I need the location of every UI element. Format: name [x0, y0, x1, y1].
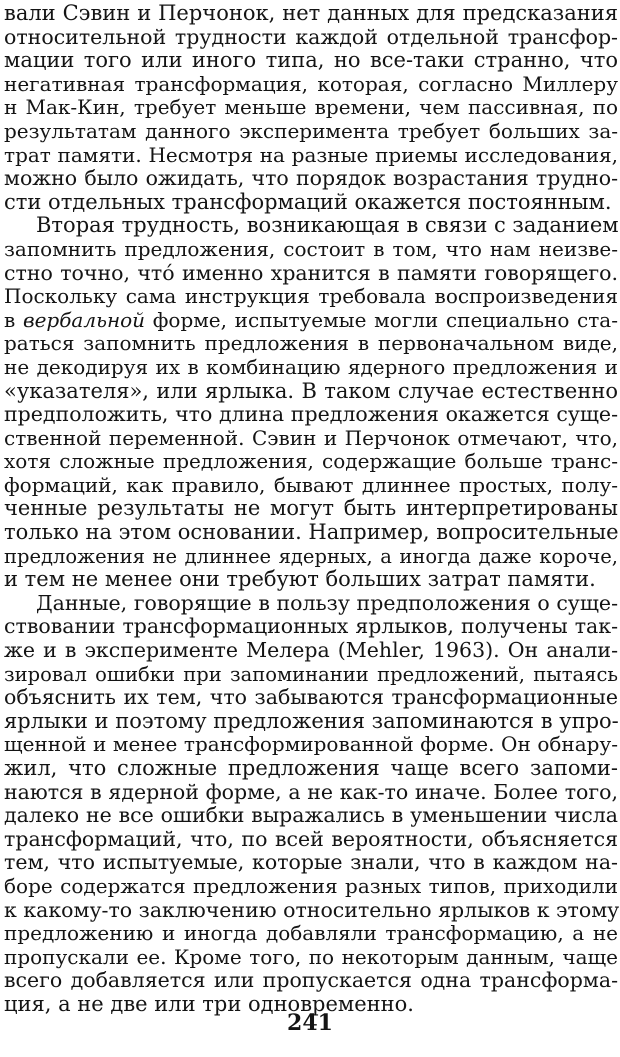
text-line: предположить, что длина предложения окажется суще-: [4, 402, 618, 427]
text-line: только на этом основании. Например, вопросительные: [4, 520, 619, 545]
text-line: можно было ожидать, что порядок возрастания трудно-: [4, 166, 618, 191]
text-line: негативная трансформация, которая, согласно Миллеру: [4, 71, 618, 96]
text-line: не декодируя их в комбинацию ядерного предложения и: [4, 354, 618, 379]
body-text: [4, 2, 618, 1017]
text-line: боре содержатся предложения разных типов, приходили: [4, 873, 618, 898]
text-line: наются в ядерной форме, а не как-то иначе. Более того,: [4, 779, 618, 804]
text-line: трансформаций, что, по всей вероятности, объясняется: [4, 826, 618, 851]
paragraph-2: [4, 214, 618, 592]
text-line: вали Сэвин и Перчонок, нет данных для предсказания: [4, 1, 618, 25]
text-line: жил, что сложные предложения чаще всего запоми-: [4, 756, 618, 780]
text-line: ция, а не две или три одновременно.: [4, 991, 414, 1016]
text-line: н Мак-Кин, требует меньше времени, чем пассивная, по: [4, 95, 618, 120]
text-line: ярлыки и поэтому предложения запоминаются в упро-: [4, 708, 619, 733]
text-line: тем, что испытуемые, которые знали, что в каждом на-: [4, 850, 618, 875]
page-number: 241: [287, 1010, 333, 1036]
text-line: Вторая трудность, возникающая в связи с заданием: [36, 213, 619, 238]
text-line: раться запомнить предложения в первоначальном виде,: [4, 331, 618, 356]
text-line: ствовании трансформационных ярлыков, получены так-: [4, 614, 618, 639]
paragraph-1: [4, 2, 618, 214]
text-line: и тем не менее они требуют больших затрат памяти.: [4, 567, 596, 592]
text-line: Поскольку сама инструкция требовала воспроизведения: [4, 284, 618, 309]
text-line: щенной и менее трансформированной форме. Он обнару-: [4, 732, 618, 757]
text-line: результатам данного эксперимента требует больших за-: [4, 118, 618, 143]
text-line: Данные, говорящие в пользу предположения о суще-: [36, 590, 618, 615]
text-line: далеко не все ошибки выражались в уменьшении числа: [4, 803, 618, 828]
text-line: всего добавляется или пропускается одна трансформа-: [4, 968, 618, 993]
text-line: к какому-то заключению относительно ярлыков к этому: [4, 897, 620, 922]
text-line: же и в эксперименте Мелера (Mehler, 1963). Он анали-: [4, 638, 618, 663]
text-line: предложения не длиннее ядерных, а иногда даже короче,: [4, 544, 618, 568]
text-line: трат памяти. Несмотря на разные приемы исследования,: [4, 142, 618, 167]
text-line: мации того или иного типа, но все-таки странно, что: [4, 48, 618, 73]
text-line: предложению и иногда добавляли трансформацию, а не: [4, 921, 618, 946]
paragraph-3: [4, 592, 618, 1017]
text-line: хотя сложные предложения, содержащие больше транс-: [4, 449, 618, 474]
text-line: зировал ошибки при запоминании предложений, пытаясь: [4, 662, 618, 686]
text-line: сти отдельных трансформаций окажется постоянным.: [4, 189, 612, 214]
text-line: «указателя», или ярлыка. В таком случае естественно: [4, 378, 618, 403]
text-line: ственной переменной. Сэвин и Перчонок отмечают, что,: [4, 425, 618, 450]
text-line: относительной трудности каждой отдельной трансфор-: [4, 24, 618, 49]
emphasis-text: вербальной: [22, 307, 146, 332]
text-line: формаций, как правило, бывают длиннее простых, полу-: [4, 472, 618, 497]
text-line: стно точно, что́ именно хранится в памяти говорящего.: [4, 260, 618, 285]
text-line: пропускали ее. Кроме того, по некоторым данным, чаще: [4, 944, 618, 969]
text-line: ченные результаты не могут быть интерпретированы: [4, 496, 618, 521]
text-line: объяснить их тем, что забываются трансформационные: [4, 685, 618, 710]
text-line: в вербальной форме, испытуемые могли специально ста-: [4, 307, 618, 332]
text-line: запомнить предложения, состоит в том, что нам неизве-: [4, 236, 618, 261]
